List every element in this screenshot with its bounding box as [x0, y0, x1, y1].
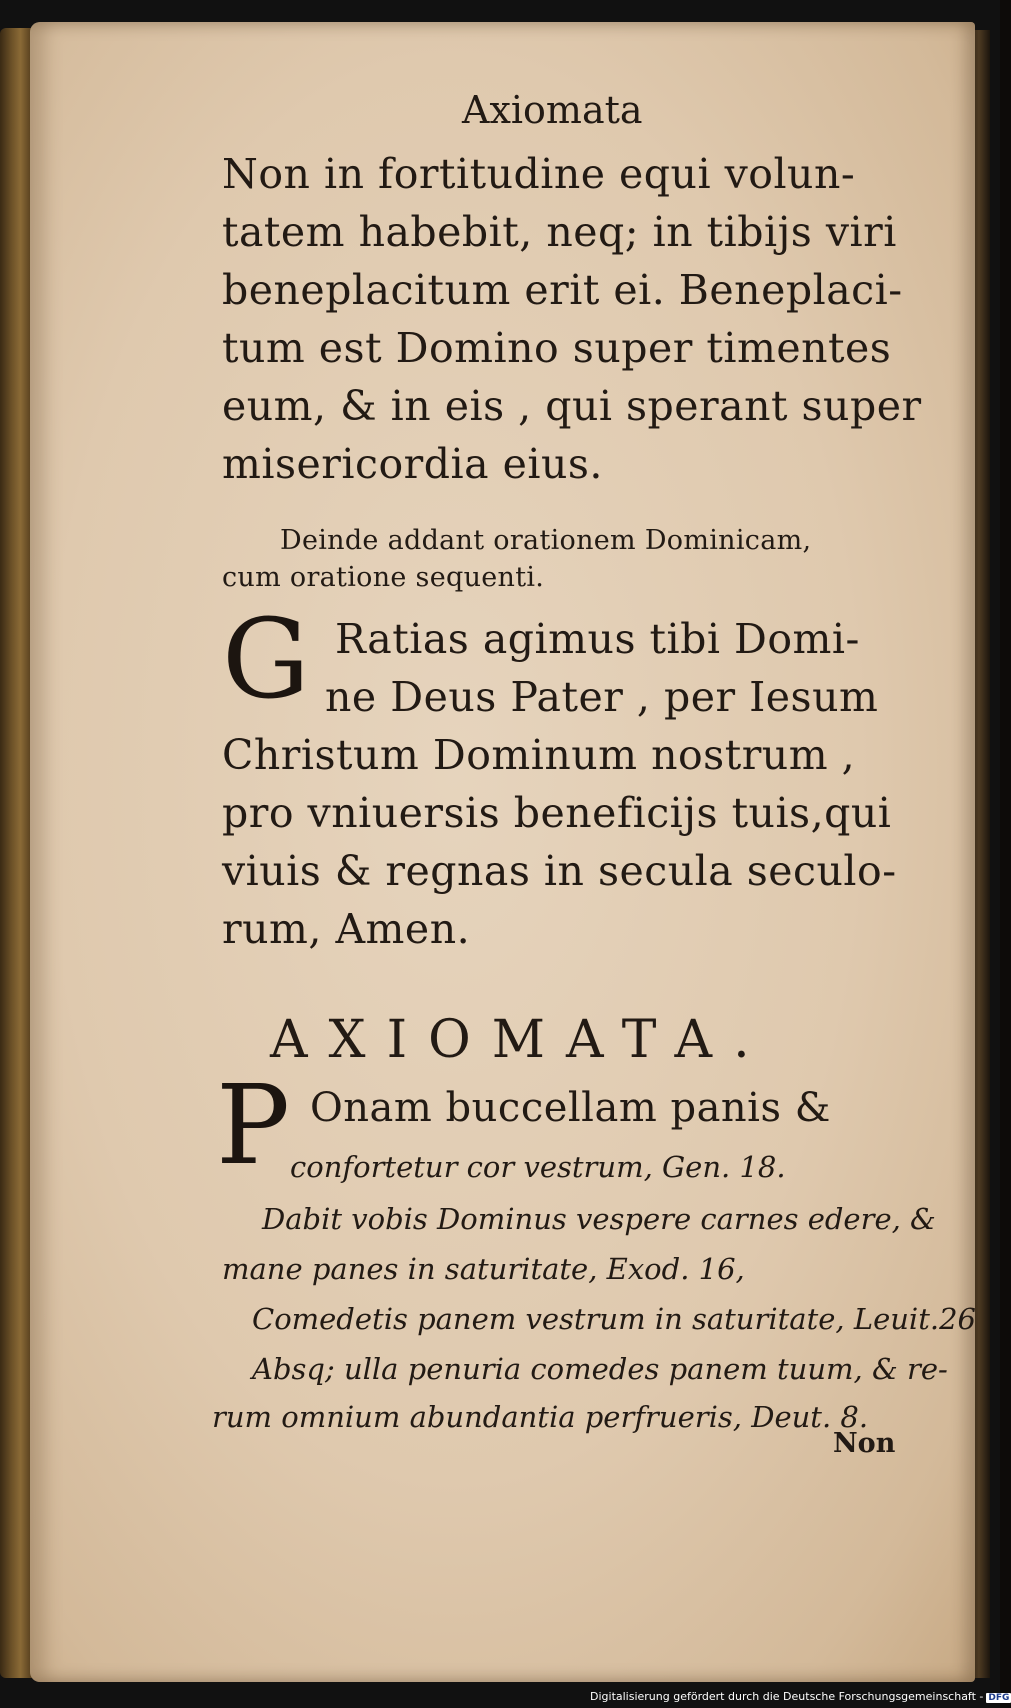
axiom-line: Onam buccellam panis & [310, 1085, 831, 1131]
prayer-line: pro vniuersis beneficijs tuis,qui [222, 789, 892, 837]
axiom-line: Comedetis panem vestrum in saturitate, Leuit.26 [252, 1302, 976, 1336]
prayer-line: Christum Dominum nostrum , [222, 731, 856, 779]
section-title: AXIOMATA. [270, 1010, 771, 1070]
axiom-line: Dabit vobis Dominus vespere carnes edere, & [262, 1202, 936, 1236]
prayer-line: viuis & regnas in secula seculo- [222, 847, 897, 895]
prayer-line: ne Deus Pater , per Iesum [325, 673, 879, 721]
catchword: Non [833, 1428, 896, 1459]
prayer-line: rum, Amen. [222, 905, 471, 953]
prayer-line: Ratias agimus tibi Domi- [335, 615, 860, 663]
book-fore-edge-left [0, 28, 34, 1678]
rubric-line: Deinde addant orationem Dominicam, [280, 525, 812, 556]
credit-text: Digitalisierung gefördert durch die Deutsche Forschungsgemeinschaft - [590, 1690, 984, 1703]
body-line: tum est Domino super timentes [222, 324, 892, 372]
drop-capital: G [222, 595, 310, 723]
body-line: beneplacitum erit ei. Beneplaci- [222, 266, 903, 314]
running-head: Axiomata [462, 88, 643, 132]
body-line: Non in fortitudine equi volun- [222, 150, 856, 198]
body-line: eum, & in eis , qui sperant super [222, 382, 922, 430]
axiom-line: mane panes in saturitate, Exod. 16, [222, 1252, 745, 1286]
axiom-line: rum omnium abundantia perfrueris, Deut. 8. [212, 1400, 869, 1434]
body-line: misericordia eius. [222, 440, 603, 488]
body-line: tatem habebit, neq; in tibijs viri [222, 208, 897, 256]
drop-capital: P [216, 1061, 291, 1189]
axiom-line: Absq; ulla penuria comedes panem tuum, & re- [252, 1352, 948, 1386]
rubric-line: cum oratione sequenti. [222, 562, 545, 593]
digitization-credit [590, 1690, 1011, 1703]
axiom-line: confortetur cor vestrum, Gen. 18. [290, 1150, 786, 1184]
dfg-logo: DFG [988, 1693, 1010, 1703]
